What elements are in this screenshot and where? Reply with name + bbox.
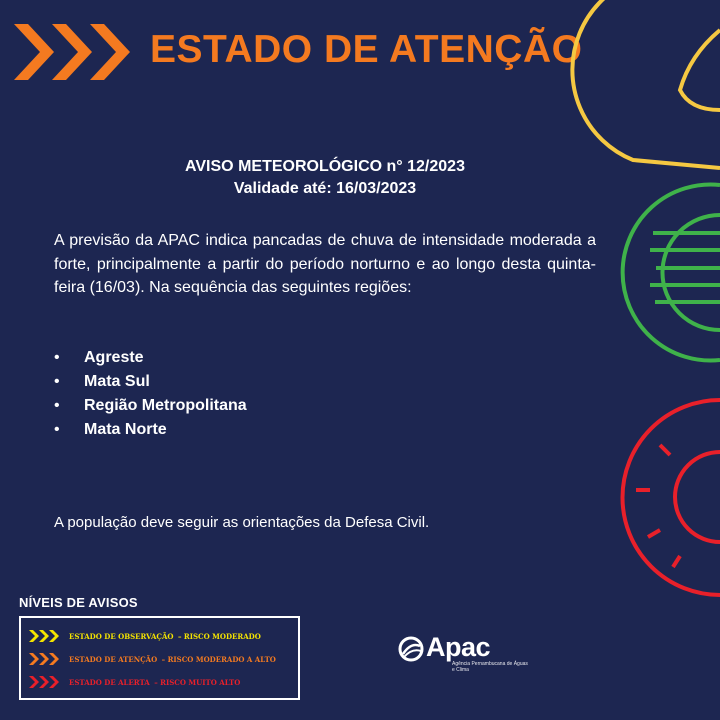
red-chevron-icon — [29, 675, 63, 689]
notice-body: A previsão da APAC indica pancadas de chuva de intensidade moderada a forte, principalmente a partir do período norturno e ao longo desta quinta-feira (16/03). Na sequência das seguintes regiões: — [54, 232, 596, 296]
bullet: • — [54, 397, 60, 414]
apac-name: Apac — [426, 632, 491, 662]
list-item: • Agreste — [54, 346, 247, 370]
apac-subtitle: Agência Pernambucana de Águas e Clima — [452, 661, 528, 673]
level-risk: – RISCO MODERADO A ALTO — [161, 654, 276, 664]
notice-title: AVISO METEOROLÓGICO n° 12/2023 — [185, 158, 465, 175]
bullet: • — [54, 421, 60, 438]
level-label: ESTADO DE ATENÇÃO — [69, 654, 158, 664]
level-alert — [29, 672, 240, 692]
level-observation — [29, 626, 261, 646]
levels-title: NÍVEIS DE AVISOS — [19, 595, 138, 610]
level-label: ESTADO DE ALERTA — [69, 677, 150, 687]
apac-logo — [398, 633, 532, 673]
notice-validity: Validade até: 16/03/2023 — [233, 180, 417, 197]
advice-text: A população deve seguir as orientações da Defesa Civil. — [54, 514, 430, 531]
yellow-drop-ring — [572, 0, 720, 168]
page-title: ESTADO DE ATENÇÃO — [150, 28, 583, 71]
bullet: • — [54, 373, 60, 390]
level-risk: – RISCO MUITO ALTO — [154, 677, 241, 687]
level-risk: – RISCO MODERADO — [177, 631, 261, 641]
regions-list — [54, 346, 247, 442]
yellow-chevron-icon — [29, 629, 63, 643]
green-ring — [623, 184, 720, 360]
level-attention — [29, 649, 276, 669]
triple-chevron-icon — [14, 20, 139, 84]
apac-swirl-icon — [398, 636, 424, 662]
list-item: • Região Metropolitana — [54, 394, 247, 418]
orange-chevron-icon — [29, 652, 63, 666]
list-item: • Mata Norte — [54, 418, 247, 442]
list-item: • Mata Sul — [54, 370, 247, 394]
levels-box — [19, 616, 300, 700]
red-sun-ring — [623, 400, 720, 595]
bullet: • — [54, 349, 60, 366]
level-label: ESTADO DE OBSERVAÇÃO — [69, 631, 174, 641]
